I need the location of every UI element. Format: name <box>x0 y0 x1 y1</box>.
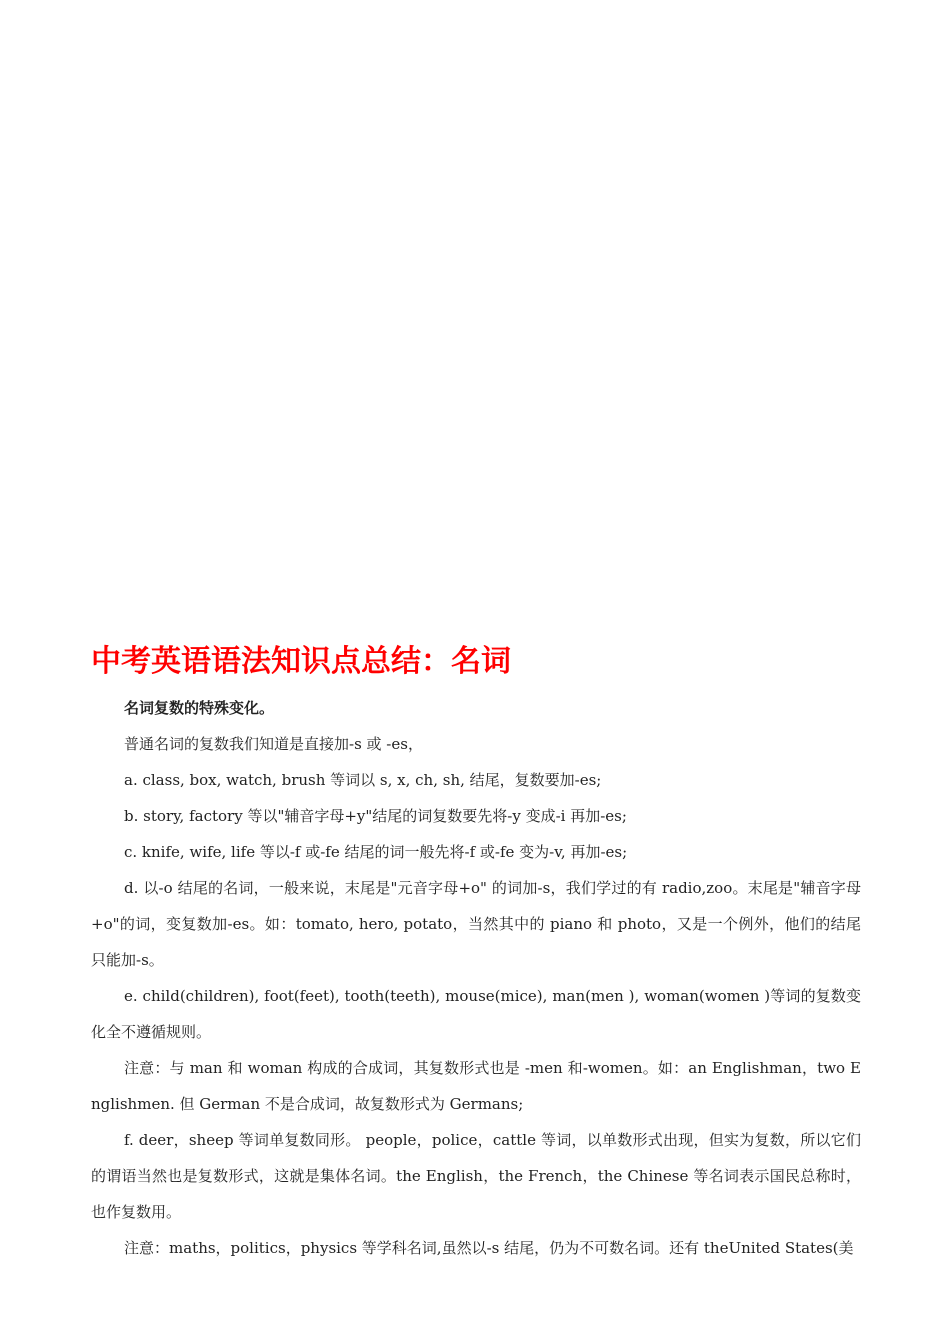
paragraph-note-subjects: 注意：maths，politics，physics 等学科名词,虽然以-s 结尾，仍为不可数名词。还有 theUnited States(美 <box>124 1239 854 1257</box>
page-title: 中考英语语法知识点总结：名词 <box>91 644 511 679</box>
paragraph-rule-b: b. story, factory 等以"辅音字母+y"结尾的词复数要先将-y 变成-i 再加-es; <box>124 807 627 825</box>
paragraph-rule-e: e. child(children), foot(feet), tooth(teeth), mouse(mice), man(men ), woman(women )等词的复数变化全不遵循规则。 <box>91 987 861 1041</box>
paragraph-rule-d: d. 以-o 结尾的名词，一般来说，末尾是"元音字母+o" 的词加-s，我们学过的有 radio,zoo。末尾是"辅音字母+o"的词，变复数加-es。如：tomato, hero, potato，当然其中的 piano 和 photo，又是一个例外，他们的结尾只能加-s。 <box>91 879 861 969</box>
paragraph-note-compound: 注意：与 man 和 woman 构成的合成词，其复数形式也是 -men 和-women。如：an Englishman，two Englishmen. 但 German 不是合成词，故复数形式为 Germans; <box>91 1059 861 1113</box>
paragraph-rule-a: a. class, box, watch, brush 等词以 s, x, ch, sh, 结尾，复数要加-es; <box>124 771 602 789</box>
paragraph-rule-c: c. knife, wife, life 等以-f 或-fe 结尾的词一般先将-f 或-fe 变为-v, 再加-es; <box>124 843 628 861</box>
paragraph-intro: 普通名词的复数我们知道是直接加-s 或 -es， <box>124 735 423 753</box>
section-heading: 名词复数的特殊变化。 <box>124 699 275 717</box>
paragraph-rule-f: f. deer，sheep 等词单复数同形。 people，police，cattle 等词，以单数形式出现，但实为复数，所以它们的谓语当然也是复数形式，这就是集体名词。the English，the French，the Chinese 等名词表示国民总称时，也作复数用。 <box>91 1131 861 1221</box>
document-body <box>91 640 861 1266</box>
